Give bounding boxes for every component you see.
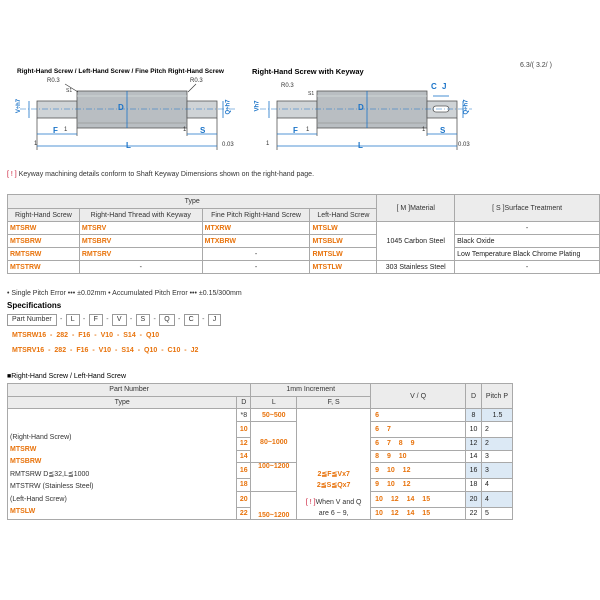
- left-v-label: V÷h7: [16, 98, 23, 114]
- part-number-fields: Part Number - L - F - V - S - Q - C - J: [7, 314, 221, 326]
- fs-sub-header: F, S: [297, 396, 371, 409]
- field-part-number: Part Number: [7, 314, 57, 326]
- type-line: (Right-Hand Screw): [10, 433, 72, 441]
- fs-rule-2: 2≦S≦Qx7: [316, 482, 351, 490]
- fs-rule-1: 2≦F≦Vx7: [317, 471, 350, 479]
- pitch-value: 1.5: [481, 409, 512, 422]
- table-row: [8, 409, 513, 422]
- field-s: S: [136, 314, 151, 326]
- part-code[interactable]: RMTSLW: [310, 248, 377, 261]
- right-c-label: C: [431, 82, 437, 91]
- l-range: 100~1200: [251, 463, 297, 492]
- right-q-label: Q÷h7: [463, 99, 470, 115]
- left-note-2: 1: [183, 127, 187, 133]
- right-chamfer-label: R0.3: [281, 83, 294, 89]
- vq-values: 9 10 12: [371, 479, 466, 492]
- pitch-value: 3: [481, 450, 512, 463]
- right-v-label: Vh7: [254, 100, 261, 112]
- part-code[interactable]: RMTSRW: [8, 248, 80, 261]
- material-header: [ M ]Material: [377, 195, 455, 222]
- col-right-hand: Right-Hand Screw: [8, 209, 80, 222]
- type-line[interactable]: MTSLW: [10, 507, 36, 515]
- left-note-1: 1: [64, 127, 68, 133]
- d-value: *8: [237, 409, 251, 422]
- left-chamfer-label-1: R0.3: [47, 78, 60, 84]
- part-code[interactable]: MTSBRV: [79, 235, 202, 248]
- keyway-note: [7, 171, 314, 178]
- l-range: 50~500: [251, 409, 297, 422]
- pitch-value: 2: [481, 437, 512, 450]
- type-line: MTSTRW (Stainless Steel): [10, 483, 94, 491]
- d2-value: 8: [465, 409, 481, 422]
- field-c: C: [184, 314, 199, 326]
- right-s1-label: S1: [308, 91, 315, 97]
- col-fine-pitch: Fine Pitch Right-Hand Screw: [202, 209, 310, 222]
- left-diagram-title: Right-Hand Screw / Left-Hand Screw / Fine Pitch Right-Hand Screw: [17, 68, 224, 75]
- part-code[interactable]: MTSBRW: [8, 235, 80, 248]
- fs-note: [ ! ]When V and Q: [305, 499, 362, 507]
- d-value: 22: [237, 507, 251, 520]
- vq-values: 10 12 14 15: [371, 507, 466, 520]
- vq-values: 9 10 12: [371, 463, 466, 479]
- right-j-label: J: [442, 82, 447, 91]
- pitch-value: 3: [481, 463, 512, 479]
- field-f: F: [89, 314, 103, 326]
- right-f-label: F: [293, 126, 298, 135]
- specifications-title: Specifications: [7, 301, 62, 310]
- l-range: 150~1200: [251, 491, 297, 520]
- right-s-label: S: [440, 126, 446, 135]
- pitch-value: 2: [481, 422, 512, 438]
- warning-marker: [ ! ]: [7, 171, 17, 178]
- right-d-label: D: [358, 103, 364, 112]
- part-code-empty: -: [202, 261, 310, 274]
- keyway-note-text: Keyway machining details conform to Shaft Keyway Dimensions shown on the right-hand page.: [18, 171, 315, 178]
- pitch-value: 4: [481, 479, 512, 492]
- surface-value: Black Oxide: [455, 235, 600, 248]
- l-range: 80~1000: [251, 422, 297, 463]
- pitch-value: 5: [481, 507, 512, 520]
- pitch-header: Pitch P: [481, 384, 512, 409]
- d2-value: 12: [465, 437, 481, 450]
- type-group-header: Type: [8, 195, 377, 209]
- part-code[interactable]: MTSRV: [79, 222, 202, 235]
- surface-value: -: [455, 261, 600, 274]
- d2-value: 18: [465, 479, 481, 492]
- col-keyway: Right-Hand Thread with Keyway: [79, 209, 202, 222]
- surface-value: -: [455, 222, 600, 235]
- increment-header: 1mm Increment: [251, 384, 371, 397]
- type-line: (Left-Hand Screw): [10, 495, 67, 503]
- l-sub-header: L: [251, 396, 297, 409]
- d2-value: 22: [465, 507, 481, 520]
- part-code[interactable]: MTXRW: [202, 222, 310, 235]
- vq-values: 6 7 8 9: [371, 437, 466, 450]
- vq-values: 6 7: [371, 422, 466, 438]
- left-s1-label: S1: [66, 88, 73, 94]
- left-s-label: S: [200, 126, 206, 135]
- part-code[interactable]: MTSLW: [310, 222, 377, 235]
- d-value: 18: [237, 479, 251, 492]
- vq-values: 10 12 14 15: [371, 491, 466, 507]
- surface-finish-symbol: 6.3/( 3.2/ ): [520, 62, 552, 69]
- part-code[interactable]: MTSTLW: [310, 261, 377, 274]
- d-value: 14: [237, 450, 251, 463]
- right-note-2: 1: [422, 127, 426, 133]
- d2-value: 20: [465, 491, 481, 507]
- d-value: 16: [237, 463, 251, 479]
- vq-values: 6: [371, 409, 466, 422]
- table-row: [8, 261, 600, 274]
- type-list-cell: [8, 409, 237, 520]
- part-code[interactable]: MTSBLW: [310, 235, 377, 248]
- part-code-empty: -: [79, 261, 202, 274]
- vq-values: 8 9 10: [371, 450, 466, 463]
- pitch-value: 4: [481, 491, 512, 507]
- right-l-label: L: [358, 141, 363, 150]
- table-row: [8, 235, 600, 248]
- surface-header: [ S ]Surface Treatment: [455, 195, 600, 222]
- dims-section-title: ■Right-Hand Screw / Left-Hand Screw: [7, 373, 126, 380]
- type-header: Type: [8, 396, 237, 409]
- d2-value: 10: [465, 422, 481, 438]
- left-tolerance: 0.03: [222, 142, 234, 148]
- surface-value: Low Temperature Black Chrome Plating: [455, 248, 600, 261]
- right-note-3: 1: [266, 141, 270, 147]
- dimensions-table: [7, 383, 513, 520]
- left-q-label: Q÷h7: [225, 99, 232, 115]
- d-value: 20: [237, 491, 251, 507]
- right-note-1: 1: [306, 127, 310, 133]
- pitch-error-note: • Single Pitch Error ••• ±0.02mm • Accumulated Pitch Error ••• ±0.15/300mm: [7, 290, 242, 297]
- example-part-number-2: MTSRV16 - 282 - F16 - V10 - S14 - Q10 - C10 - J2: [12, 347, 199, 354]
- type-line: RMTSRW D≦32,L≦1000: [10, 470, 90, 478]
- material-stainless: 303 Stainless Steel: [377, 261, 455, 274]
- right-tolerance: 0.03: [458, 142, 470, 148]
- col-left-hand: Left-Hand Screw: [310, 209, 377, 222]
- vq-header: V / Q: [371, 384, 466, 409]
- part-code[interactable]: MTXBRW: [202, 235, 310, 248]
- fs-note-2: are 6 ~ 9,: [318, 510, 349, 518]
- warning-marker: [ ! ]: [305, 499, 316, 507]
- table-row: [8, 222, 600, 235]
- left-d-label: D: [118, 103, 124, 112]
- d2-value: 16: [465, 463, 481, 479]
- type-table: [7, 194, 600, 274]
- field-l: L: [66, 314, 80, 326]
- type-line[interactable]: MTSBRW: [10, 458, 42, 466]
- fs-rule-cell: [297, 409, 371, 520]
- d2-value: 14: [465, 450, 481, 463]
- right-diagram-title: Right-Hand Screw with Keyway: [252, 67, 364, 76]
- part-number-header: Part Number: [8, 384, 251, 397]
- part-code[interactable]: MTSRW: [8, 222, 80, 235]
- material-carbon-steel: 1045 Carbon Steel: [377, 222, 455, 261]
- left-l-label: L: [126, 141, 131, 150]
- field-q: Q: [159, 314, 174, 326]
- part-code[interactable]: RMTSRV: [79, 248, 202, 261]
- left-f-label: F: [53, 126, 58, 135]
- part-code[interactable]: MTSTRW: [8, 261, 80, 274]
- example-part-number-1: MTSRW16 - 282 - F16 - V10 - S14 - Q10: [12, 332, 160, 339]
- left-chamfer-label-2: R0.3: [190, 78, 203, 84]
- d-sub-header: D: [237, 396, 251, 409]
- d-header: D: [465, 384, 481, 409]
- table-row: [8, 248, 600, 261]
- field-j: J: [208, 314, 222, 326]
- part-code-empty: -: [202, 248, 310, 261]
- type-line[interactable]: MTSRW: [10, 445, 37, 453]
- left-note-3: 1: [34, 141, 38, 147]
- field-v: V: [112, 314, 127, 326]
- d-value: 10: [237, 422, 251, 438]
- d-value: 12: [237, 437, 251, 450]
